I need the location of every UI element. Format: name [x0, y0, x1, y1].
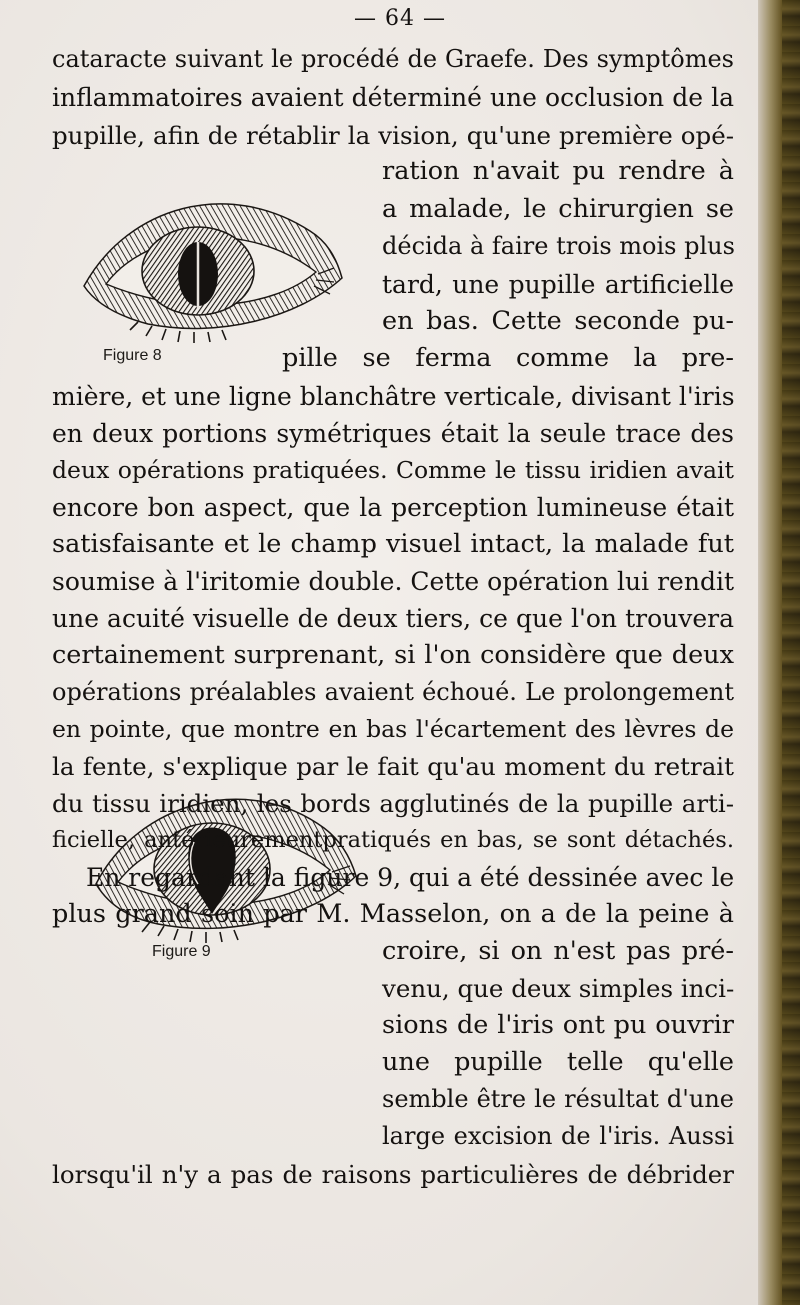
text-line: en bas. Cette seconde pu- [382, 306, 734, 336]
text-line: pupille, afin de rétablir la vision, qu'une première opé- [52, 121, 734, 150]
text-line: large excision de l'iris. Aussi [382, 1122, 734, 1150]
text-line: venu, que deux simples inci- [382, 974, 735, 1003]
text-line: opérations préalables avaient échoué. Le prolongement [52, 678, 734, 706]
text-line: décida à faire trois mois plus [382, 232, 735, 260]
text-line: lorsqu'il n'y a pas de raisons particulières de débrider [52, 1160, 734, 1189]
text-line: sions de l'iris ont pu ouvrir [382, 1010, 734, 1040]
text-line: une acuité visuelle de deux tiers, ce que l'on trouvera [52, 604, 734, 633]
text-line: ration n'avait pu rendre à [382, 156, 734, 186]
text-line: en deux portions symétriques était la seule trace des [52, 419, 734, 448]
text-line: En regardant la figure 9, qui a été dessinée avec le [86, 863, 735, 892]
text-line: certainement surprenant, si l'on considère que deux [52, 640, 734, 670]
text-line: du tissu iridien, les bords agglutinés de la pupille arti- [52, 789, 734, 818]
text-line: croire, si on n'est pas pré- [382, 936, 734, 966]
text-line: une pupille telle qu'elle [382, 1047, 734, 1077]
text-line: tard, une pupille artificielle [382, 270, 734, 299]
figure-8-caption: Figure 8 [103, 347, 162, 364]
text-line: deux opérations pratiquées. Comme le tissu iridien avait [52, 456, 734, 484]
text-line: encore bon aspect, que la perception lumineuse était [52, 493, 734, 522]
text-line: cataracte suivant le procédé de Graefe. Des symptômes [52, 45, 734, 73]
text-line: semble être le résultat d'une [382, 1085, 734, 1113]
text-line: en pointe, que montre en bas l'écartement des lèvres de [52, 715, 734, 743]
text-line: soumise à l'iritomie double. Cette opération lui rendit [52, 567, 734, 596]
text-line: mière, et une ligne blanchâtre verticale, divisant l'iris [52, 382, 735, 411]
text-line: satisfaisante et le champ visuel intact, la malade fut [52, 529, 734, 559]
text-line: la fente, s'explique par le fait qu'au moment du retrait [52, 752, 734, 781]
page-binding-shadow [782, 0, 800, 1305]
text-line: inflammatoires avaient déterminé une occlusion de la [52, 83, 734, 112]
page-number: — 64 — [354, 6, 446, 31]
text-line: ficielle, antérieurementpratiqués en bas, se sont détachés. [52, 827, 734, 853]
figure-9-caption: Figure 9 [152, 943, 211, 960]
figure-8-eye-illustration [78, 176, 350, 346]
text-line: a malade, le chirurgien se [382, 194, 734, 224]
text-line: plus grand soin par M. Masselon, on a de la peine à [52, 899, 734, 929]
text-line: pille se ferma comme la pre- [282, 343, 734, 373]
